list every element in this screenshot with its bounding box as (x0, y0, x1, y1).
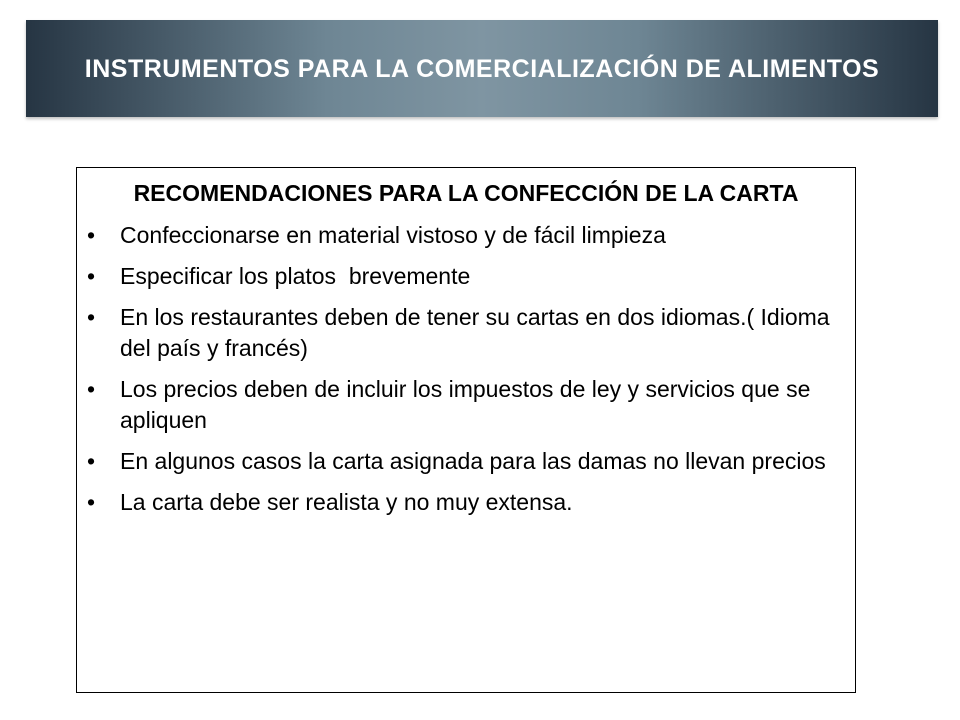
bullet-icon: • (87, 489, 96, 515)
slide-title: INSTRUMENTOS PARA LA COMERCIALIZACIÓN DE ALIMENTOS (84, 54, 880, 83)
list-item (77, 446, 855, 477)
list-item-text: Especificar los platos brevemente (120, 263, 471, 289)
bullet-icon: • (87, 222, 96, 248)
content-box (76, 167, 856, 693)
list-item (77, 374, 855, 436)
bullet-icon: • (87, 448, 96, 474)
list-item-text: Los precios deben de incluir los impuestos de ley y servicios que se apliquen (120, 376, 811, 433)
list-item (77, 487, 855, 518)
list-item (77, 220, 855, 251)
list-item-text: En los restaurantes deben de tener su cartas en dos idiomas.( Idioma del país y francés) (120, 304, 830, 361)
recommendation-list (77, 220, 855, 518)
section-subtitle: RECOMENDACIONES PARA LA CONFECCIÓN DE LA CARTA (133, 180, 799, 206)
bullet-icon: • (87, 376, 96, 402)
list-item-text: La carta debe ser realista y no muy extensa. (120, 489, 573, 515)
list-item (77, 261, 855, 292)
bullet-icon: • (87, 304, 96, 330)
list-item (77, 302, 855, 364)
list-item-text: Confeccionarse en material vistoso y de fácil limpieza (120, 222, 666, 248)
title-banner (26, 20, 938, 117)
list-item-text: En algunos casos la carta asignada para las damas no llevan precios (120, 448, 826, 474)
bullet-icon: • (87, 263, 96, 289)
